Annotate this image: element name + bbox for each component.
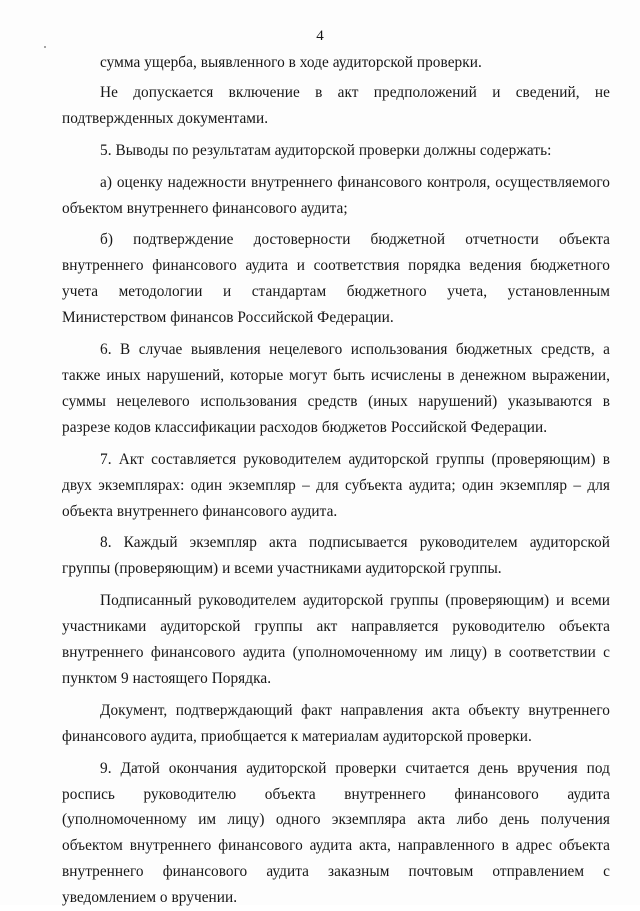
paragraph-no-assumptions: Не допускается включение в акт предположений и сведений, не подтвержденных документами. xyxy=(62,83,610,127)
paragraph-7: 7. Акт составляется руководителем аудиторской группы (проверяющим) в двух экземплярах: один экземпляр – для субъекта аудита; один экземпляр – для объекта внутреннего финансового аудита. xyxy=(62,450,610,520)
document-body xyxy=(62,50,610,911)
scan-speck xyxy=(44,46,46,48)
paragraph-continuation: сумма ущерба, выявленного в ходе аудиторской проверки. xyxy=(100,54,482,71)
paragraph-9: 9. Датой окончания аудиторской проверки считается день вручения под роспись руководителю объекта внутреннего финансового аудита (уполномоченному им лицу) одного экземпляра акта либо день получения объектом внутреннего финансового аудита акта, направленного в адрес объекта внутреннего финансового аудита заказным почтовым отправлением с уведомлением о вручении. xyxy=(62,759,610,907)
paragraph-6: 6. В случае выявления нецелевого использования бюджетных средств, а также иных нарушений, которые могут быть исчислены в денежном выражении, суммы нецелевого использования средств (иных нарушений) указываются в разрезе кодов классификации расходов бюджетов Российской Федерации. xyxy=(62,341,610,436)
paragraph-signed-act: Подписанный руководителем аудиторской группы (проверяющим) и всеми участниками аудиторской группы акт направляется руководителю объекта внутреннего финансового аудита (уполномоченному им лицу) в соответствии с пунктом 9 настоящего Порядка. xyxy=(62,592,610,687)
paragraph-5a: а) оценку надежности внутреннего финансового контроля, осуществляемого объектом внутреннего финансового аудита; xyxy=(62,173,610,217)
paragraph-delivery-document: Документ, подтверждающий факт направления акта объекту внутреннего финансового аудита, приобщается к материалам аудиторской проверки. xyxy=(62,701,610,745)
paragraph-5-conclusions: 5. Выводы по результатам аудиторской проверки должны содержать: xyxy=(100,141,552,159)
paragraph-5b: б) подтверждение достоверности бюджетной отчетности объекта внутреннего финансового аудита и соответствия порядка ведения бюджетного учета методологии и стандартам бюджетного учета, установленным Министерством финансов Российской Федерации. xyxy=(62,231,610,327)
paragraph-8: 8. Каждый экземпляр акта подписывается руководителем аудиторской группы (проверяющим) и всеми участниками аудиторской группы. xyxy=(62,534,610,578)
page-number: 4 xyxy=(316,28,324,44)
